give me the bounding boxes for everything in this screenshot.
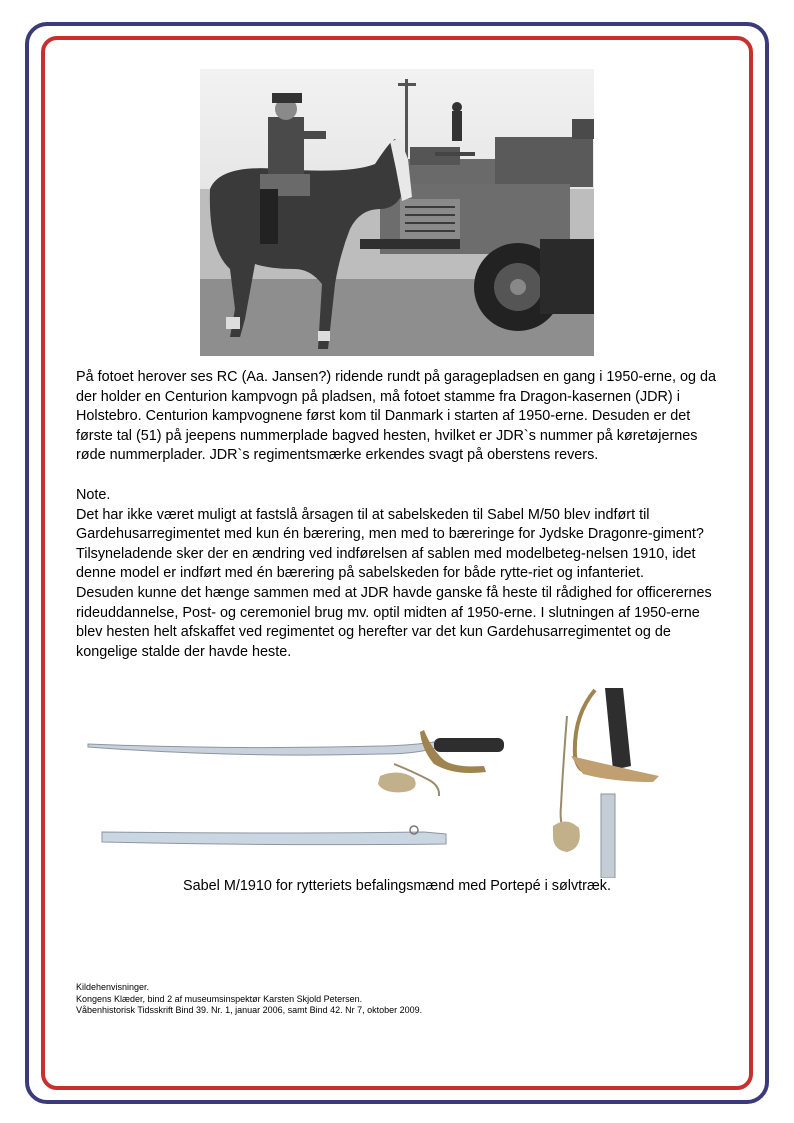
image-caption: Sabel M/1910 for rytteriets befalingsmænd med Portepé i sølvtræk.: [183, 878, 611, 894]
sabre-and-scabbard-image: [84, 720, 510, 860]
paragraph-note: Det har ikke været muligt at fastslå årsagen til at sabelskeden til Sabel M/50 blev indført til Gardehusarregimentet med kun én bærering, men med to bæreringe for Jydske Dragonre-giment? Tilsyneladende sker der en ændring ved indførelsen af sablen med modelbeteg-nelsen 1910, idet denne model er indført med én bærering på sabelskeden for både rytte-riet og infanteriet.: [76, 506, 704, 582]
sources-block: [76, 982, 422, 1017]
article-text: [76, 368, 726, 662]
sources-heading: Kildehenvisninger.: [76, 982, 150, 992]
source-line: Kongens Klæder, bind 2 af museumsinspektør Karsten Skjold Petersen.: [76, 993, 363, 1004]
historical-photo: [200, 69, 594, 356]
note-heading: Note.: [76, 486, 111, 503]
sabre-hilt-closeup-image: [553, 686, 665, 878]
paragraph-horses: Desuden kunne det hænge sammen med at JDR havde ganske få heste til rådighed for officerernes rideuddannelse, Post- og ceremoniel brug mv. optil midten af 1950-erne. I slutningen af 1950-erne blev hesten helt afskaffet ved regimentet og herefter var det kun Gardehusarregimentet og de kongelige stalde der havde heste.: [76, 584, 712, 660]
paragraph-photo-description: På fotoet herover ses RC (Aa. Jansen?) ridende rundt på garagepladsen en gang i 1950-erne, og da der holder en Centurion kampvogn på pladsen, må fotoet stamme fra Dragon-kasernen (JDR) i Holstebro. Centurion kampvognene først kom til Danmark i starten af 1950-erne. Desuden er det første tal (51) på jeepens nummerplade bagved hesten, hvilket er JDR`s nummer på køretøjernes røde nummerplader. JDR`s regimentsmærke erkendes svagt på oberstens revers.: [76, 369, 717, 464]
source-line: Våbenhistorisk Tidsskrift Bind 39. Nr. 1, januar 2006, samt Bind 42. Nr 7, oktober 2009.: [76, 1005, 423, 1015]
